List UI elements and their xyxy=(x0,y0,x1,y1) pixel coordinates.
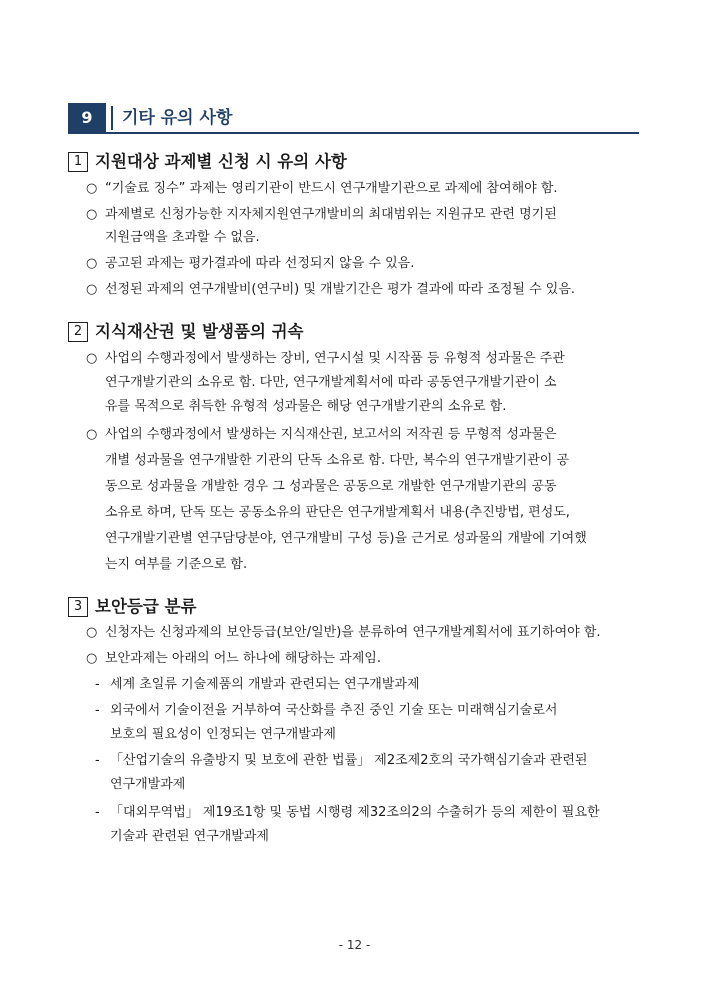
bullet-dash: - xyxy=(95,753,100,768)
bullet-dash: - xyxy=(95,703,100,718)
body-line: 연구개발기관의 소유로 함. 다만, 연구개발계획서에 따라 공동연구개발기관이 소 xyxy=(105,375,557,390)
body-line: 개별 성과물을 연구개발한 기관의 단독 소유로 함. 다만, 복수의 연구개발기관이 공 xyxy=(105,453,570,468)
section-title: 지식재산권 및 발생품의 귀속 xyxy=(95,322,304,341)
bullet-circle: ○ xyxy=(86,651,98,666)
chapter-header xyxy=(68,103,639,133)
bullet-circle: ○ xyxy=(86,282,98,297)
bullet-circle: ○ xyxy=(86,256,98,271)
bullet-circle: ○ xyxy=(86,351,98,366)
body-line: 보호의 필요성이 인정되는 연구개발과제 xyxy=(110,727,336,742)
chapter-number: 9 xyxy=(68,103,106,133)
body-line: 사업의 수행과정에서 발생하는 장비, 연구시설 및 시작품 등 유형적 성과물은 주관 xyxy=(105,351,565,366)
chapter-divider xyxy=(111,106,113,130)
body-line: 연구개발기관별 연구담당분야, 연구개발비 구성 등)을 근거로 성과물의 개발에 기여했 xyxy=(105,531,587,546)
body-line: 유를 목적으로 취득한 유형적 성과물은 해당 연구개발기관의 소유로 함. xyxy=(105,399,507,414)
bullet-circle: ○ xyxy=(86,181,98,196)
section-number-box: 2 xyxy=(68,322,88,342)
bullet-circle: ○ xyxy=(86,625,98,640)
body-line: 외국에서 기술이전을 거부하여 국산화를 추진 중인 기술 또는 미래핵심기술로서 xyxy=(110,703,558,718)
body-line: 연구개발과제 xyxy=(110,777,186,792)
bullet-circle: ○ xyxy=(86,427,98,442)
body-line: “기술료 징수” 과제는 영리기관이 반드시 연구개발기관으로 과제에 참여해야 함. xyxy=(105,181,558,196)
page-number: - 12 - xyxy=(338,938,371,952)
section-number-box: 3 xyxy=(68,597,88,617)
body-line: 소유로 하며, 단독 또는 공동소유의 판단은 연구개발계획서 내용(추진방법, 편성도, xyxy=(105,505,570,520)
bullet-dash: - xyxy=(95,805,100,820)
body-line: 동으로 성과물을 개발한 경우 그 성과물은 공동으로 개발한 연구개발기관의 공동 xyxy=(105,479,557,494)
body-line: 지원금액을 초과할 수 없음. xyxy=(105,230,260,245)
body-line: 「대외무역법」 제19조1항 및 동법 시행령 제32조의2의 수출허가 등의 제한이 필요한 xyxy=(110,805,600,820)
body-line: 신청자는 신청과제의 보안등급(보안/일반)을 분류하여 연구개발계획서에 표기하여야 함. xyxy=(105,625,601,640)
section-title: 지원대상 과제별 신청 시 유의 사항 xyxy=(95,152,347,171)
chapter-underline xyxy=(68,132,639,134)
bullet-dash: - xyxy=(95,677,100,692)
chapter-title: 기타 유의 사항 xyxy=(122,108,233,128)
bullet-circle: ○ xyxy=(86,207,98,222)
section-number-box: 1 xyxy=(68,152,88,172)
body-line: 사업의 수행과정에서 발생하는 지식재산권, 보고서의 저작권 등 무형적 성과물은 xyxy=(105,427,557,442)
body-line: 기술과 관련된 연구개발과제 xyxy=(110,829,269,844)
body-line: 는지 여부를 기준으로 함. xyxy=(105,557,248,572)
body-line: 선정된 과제의 연구개발비(연구비) 및 개발기간은 평가 결과에 따라 조정될 수 있음. xyxy=(105,282,576,297)
body-line: 「산업기술의 유출방지 및 보호에 관한 법률」 제2조제2호의 국가핵심기술과 관련된 xyxy=(110,753,588,768)
body-line: 공고된 과제는 평가결과에 따라 선정되지 않을 수 있음. xyxy=(105,256,415,271)
body-line: 보안과제는 아래의 어느 하나에 해당하는 과제임. xyxy=(105,651,381,666)
body-line: 세계 초일류 기술제품의 개발과 관련되는 연구개발과제 xyxy=(110,677,420,692)
section-title: 보안등급 분류 xyxy=(95,597,197,616)
body-line: 과제별로 신청가능한 지자체지원연구개발비의 최대범위는 지원규모 관련 명기된 xyxy=(105,207,557,222)
